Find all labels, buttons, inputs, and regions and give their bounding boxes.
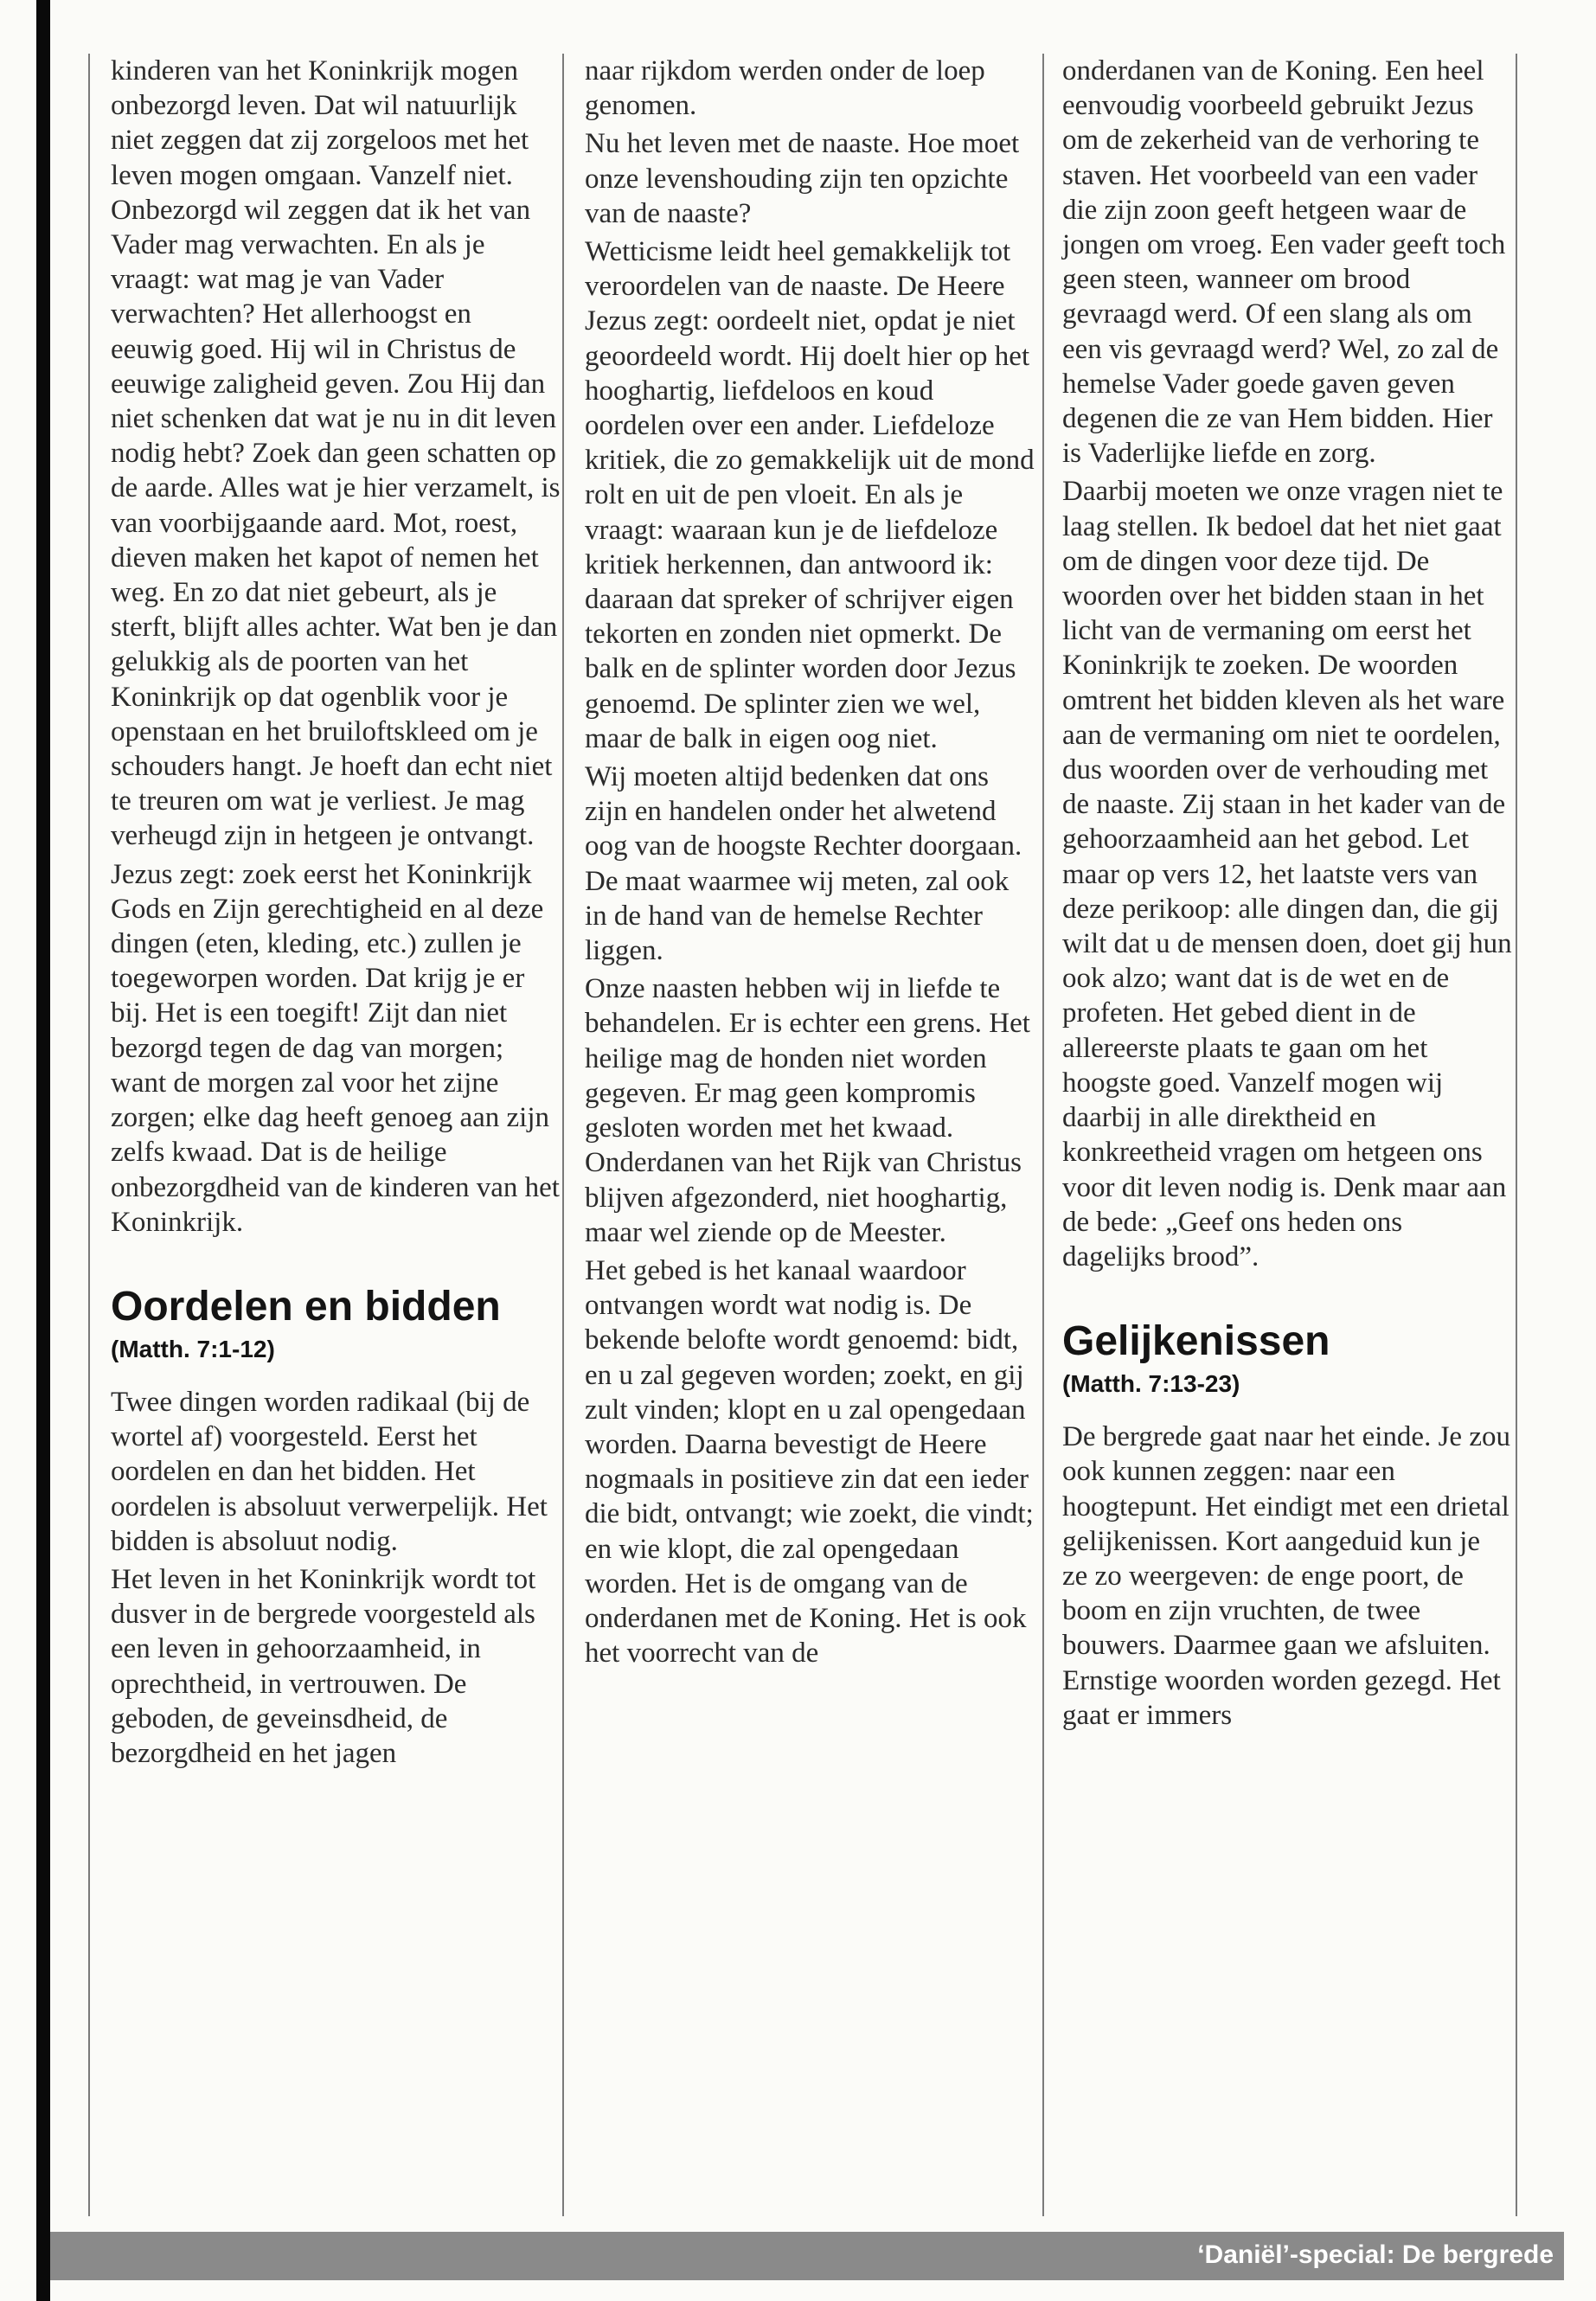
column-rule-1	[562, 54, 564, 2216]
paragraph: onderdanen van de Koning. Een heel eenvoudig voorbeeld gebruikt Jezus om de zekerheid van de verhoring te staven. Het voorbeeld van een vader die zijn zoon geeft hetgeen waar de jongen om vroeg. Een vader geeft toch geen steen, wanneer om brood gevraagd werd. Of een slang als om een vis gevraagd werd? Wel, zo zal de hemelse Vader goede gaven geven degenen die ze van Hem bidden. Hier is Vaderlijke liefde en zorg.	[1062, 55, 1506, 470]
paragraph: Wetticisme leidt heel gemakkelijk tot veroordelen van de naaste. De Heere Jezus zegt: oordeelt niet, opdat je niet geoordeeld wordt. Hij doelt hier op het hooghartig, liefdeloos en koud oordelen over een ander. Liefdeloze kritiek, die zo gemakkelijk uit de mond rolt en uit de pen vloeit. En als je vraagt: waaraan kun je de liefdeloze kritiek herkennen, dan antwoord ik: daaraan dat spreker of schrijver eigen tekorten en zonden niet opmerkt. De balk en de splinter worden door Jezus genoemd. De splinter zien we wel, maar de balk in eigen oog niet.	[585, 236, 1035, 754]
paragraph: Het leven in het Koninkrijk wordt tot dusver in de bergrede voorgesteld als een leven in gehoorzaamheid, in oprechtheid, in vertrouwen. De geboden, de geveinsdheid, de bezorgdheid en het jagen	[111, 1563, 536, 1769]
column-rule-right	[1516, 54, 1517, 2216]
paragraph: Jezus zegt: zoek eerst het Koninkrijk Gods en Zijn gerechtigheid en al deze dingen (eten, kleding, etc.) zullen je toegeworpen worden. Dat krijg je er bij. Het is een toegift! Zijt dan niet bezorgd tegen de dag van morgen; want de morgen zal voor het zijne zorgen; elke dag heeft genoeg aan zijn zelfs kwaad. Dat is de heilige onbezorgdheid van de kinderen van het Koninkrijk.	[111, 858, 560, 1238]
column-rule-2	[1042, 54, 1044, 2216]
footer-band	[50, 2232, 1564, 2280]
text-column-3	[1062, 54, 1512, 1736]
scripture-reference: (Matth. 7:1-12)	[111, 1335, 275, 1362]
text-column-2	[585, 54, 1035, 1674]
paragraph: Het gebed is het kanaal waardoor ontvangen wordt wat nodig is. De bekende belofte wordt genoemd: bidt, en u zal gegeven worden; zoekt, en gij zult vinden; klopt en u zal opengedaan worden. Daarna bevestigt de Heere nogmaals in positieve zin dat een ieder die bidt, ontvangt; wie zoekt, die vindt; en wie klopt, die zal opengedaan worden. Het is de omgang van de onderdanen met de Koning. Het is ook het voorrecht van de	[585, 1254, 1034, 1670]
paragraph: Daarbij moeten we onze vragen niet te laag stellen. Ik bedoel dat het niet gaat om de dingen voor deze tijd. De woorden over het bidden staan in het licht van de vermaning om eerst het Koninkrijk te zoeken. De woorden omtrent het bidden kleven als het ware aan de vermaning om niet te oordelen, dus woorden over de verhouding met de naaste. Zij staan in het kader van de gehoorzaamheid aan het gebod. Let maar op vers 12, het laatste vers van deze perikoop: alle dingen dan, die gij wilt dat u de mensen doen, doet gij hun ook alzo; want dat is de wet en de profeten. Het gebed dient in de allereerste plaats te gaan om het hoogste goed. Vanzelf mogen wij daarbij in alle direktheid en konkreetheid vragen om hetgeen ons voor dit leven nodig is. Denk maar aan de bede: „Geef ons heden ons dagelijks brood”.	[1062, 476, 1512, 1272]
paragraph: Wij moeten altijd bedenken dat ons zijn en handelen onder het alwetend oog van de hoogste Rechter doorgaan. De maat waarmee wij meten, zal ook in de hand van de hemelse Rechter liggen.	[585, 761, 1022, 967]
left-edge-bar	[36, 0, 50, 2301]
paragraph: Twee dingen worden radikaal (bij de wortel af) voorgesteld. Eerst het oordelen en dan het bidden. Het oordelen is absoluut verwerpelijk. Het bidden is absoluut nodig.	[111, 1386, 548, 1557]
section-heading-gelijkenissen: Gelijkenissen	[1062, 1318, 1330, 1365]
scripture-reference: (Matth. 7:13-23)	[1062, 1370, 1240, 1398]
text-column-1	[111, 54, 561, 1774]
paragraph: De bergrede gaat naar het einde. Je zou ook kunnen zeggen: naar een hoogtepunt. Het eindigt met een drietal gelijkenissen. Kort aangeduid kun je ze zo weergeven: de enge poort, de boom en zijn vruchten, de twee bouwers. Daarmee gaan we afsluiten. Ernstige woorden worden gezegd. Het gaat er immers	[1062, 1421, 1510, 1731]
column-rule-left	[88, 54, 90, 2216]
paragraph: Nu het leven met de naaste. Hoe moet onze levenshouding zijn ten opzichte van de naaste?	[585, 128, 1020, 229]
footer-title: ‘Daniël’-special: De bergrede	[1197, 2240, 1554, 2269]
paragraph: Onze naasten hebben wij in liefde te behandelen. Er is echter een grens. Het heilige mag de honden niet worden gegeven. Er mag geen kompromis gesloten worden met het kwaad. Onderdanen van het Rijk van Christus blijven afgezonderd, niet hooghartig, maar wel ziende op de Meester.	[585, 973, 1030, 1248]
paragraph: kinderen van het Koninkrijk mogen onbezorgd leven. Dat wil natuurlijk niet zeggen dat zij zorgeloos met het leven mogen omgaan. Vanzelf niet. Onbezorgd wil zeggen dat ik het van Vader mag verwachten. En als je vraagt: wat mag je van Vader verwachten? Het allerhoogst en eeuwig goed. Hij wil in Christus de eeuwige zaligheid geven. Zou Hij dan niet schenken dat wat je nu in dit leven nodig hebt? Zoek dan geen schatten op de aarde. Alles wat je hier verzamelt, is van voorbijgaande aard. Mot, roest, dieven maken het kapot of nemen het weg. En zo dat niet gebeurt, als je sterft, blijft alles achter. Wat ben je dan gelukkig als de poorten van het Koninkrijk op dat ogenblik voor je openstaan en het bruiloftskleed om je schouders hangt. Je hoeft dan echt niet te treuren om wat je verliest. Je mag verheugd zijn in hetgeen je ontvangt.	[111, 55, 561, 852]
section-heading-oordelen: Oordelen en bidden	[111, 1283, 501, 1330]
paragraph: naar rijkdom werden onder de loep genomen.	[585, 55, 985, 122]
